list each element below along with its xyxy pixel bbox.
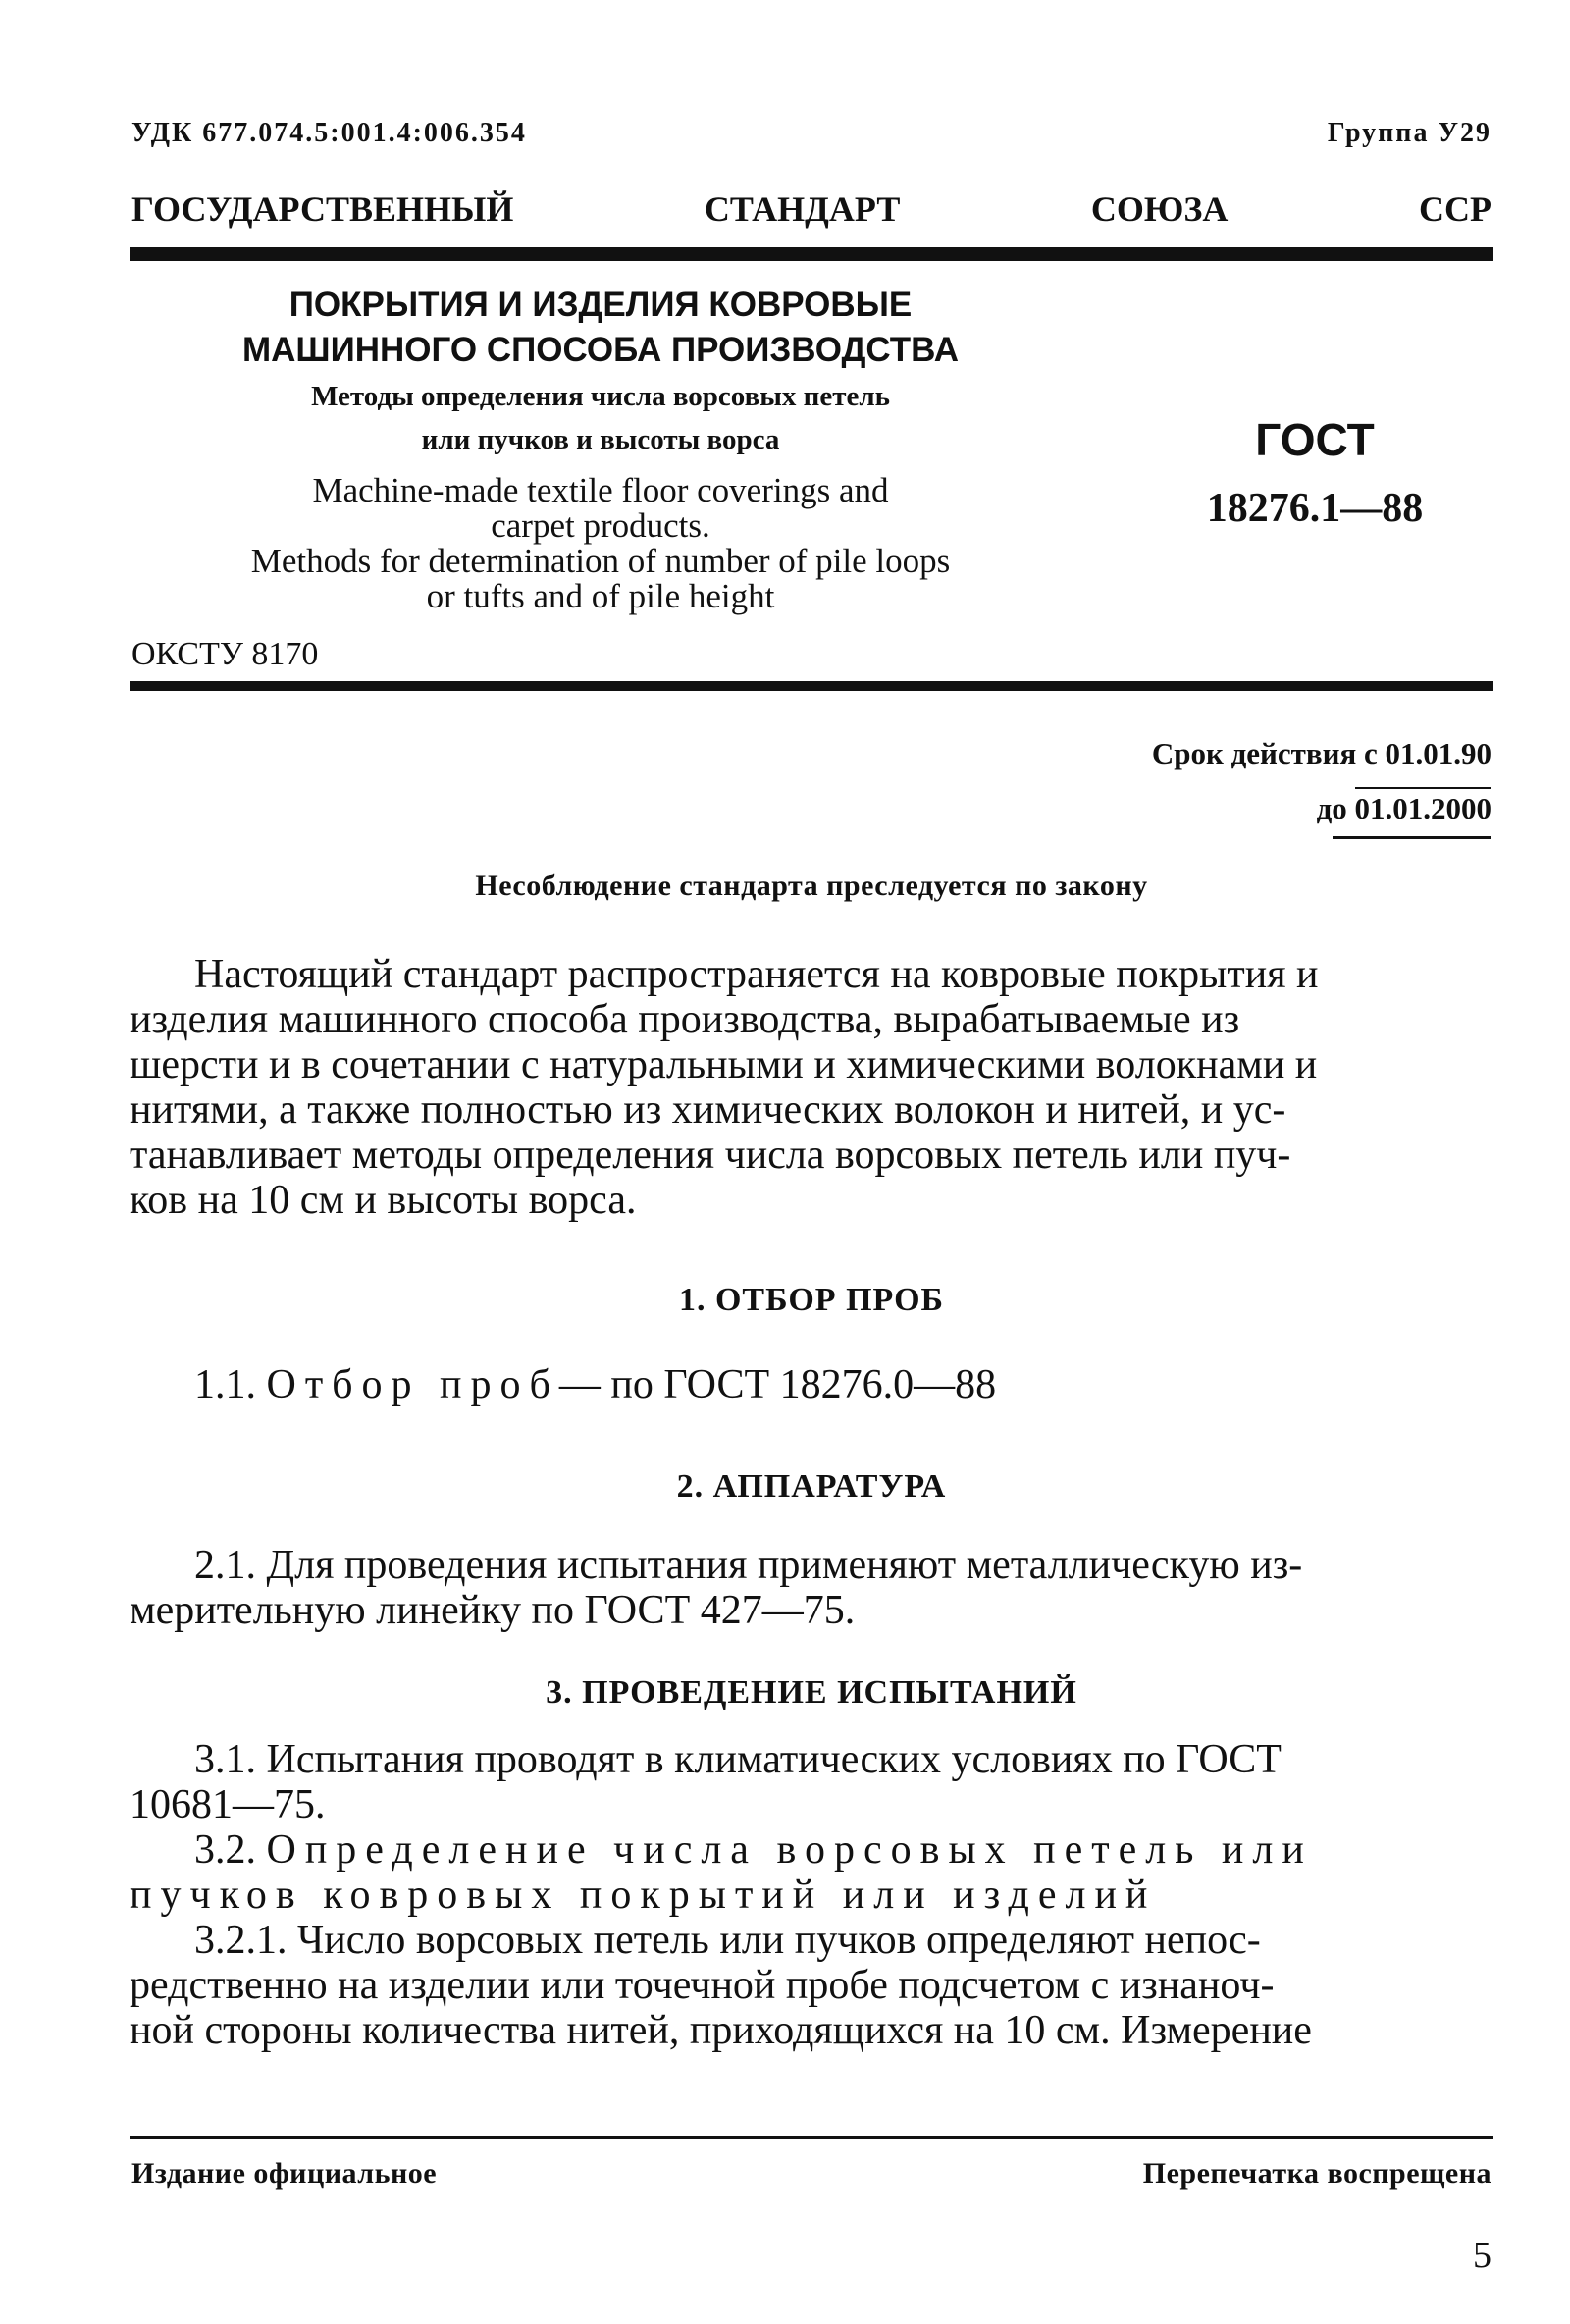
clause-1-1 [130, 1362, 1493, 1407]
clause-1-1-spaced: Отбор проб [266, 1362, 559, 1407]
intro-line-2: изделия машинного способа производства, вырабатываемые из [130, 997, 1240, 1042]
section-3-title: 3. ПРОВЕДЕНИЕ ИСПЫТАНИЙ [546, 1674, 1077, 1711]
clause-3-1-line-1: 3.1. Испытания проводят в климатических условиях по ГОСТ [194, 1737, 1282, 1782]
clause-3-2-1-line-1: 3.2.1. Число ворсовых петель или пучков определяют непос- [194, 1918, 1261, 1963]
middle-thick-rule [130, 681, 1493, 691]
subtitle-ru-line2: или пучков и высоты ворса [421, 424, 780, 455]
title-en-line4: or tufts and of pile height [426, 577, 775, 615]
clause-3-1-line-2: 10681—75. [130, 1782, 326, 1827]
validity-from-date: 01.01.90 [1385, 736, 1492, 770]
subtitle-ru-line1: Методы определения числа ворсовых петель [311, 381, 890, 412]
clause-1-1-number: 1.1. [194, 1362, 256, 1407]
title-en-line1: Machine-made textile floor coverings and [312, 471, 889, 509]
clause-3-2-1-line-2: редственно на изделии или точечной пробе подсчетом с изнаноч- [130, 1963, 1275, 2008]
page-number: 5 [1473, 2235, 1492, 2276]
clause-2-1-line-2: мерительную линейку по ГОСТ 427—75. [130, 1588, 856, 1633]
group-code: Группа У29 [1327, 118, 1492, 148]
udk-code: УДК 677.074.5:001.4:006.354 [131, 118, 527, 148]
title-en-line2: carpet products. [491, 506, 710, 545]
validity-to-label: до [1316, 791, 1347, 825]
title-ru-line1: ПОКРЫТИЯ И ИЗДЕЛИЯ КОВРОВЫЕ [288, 286, 913, 324]
intro-line-5: танавливает методы определения числа ворсовых петель или пуч- [130, 1133, 1291, 1178]
state-standard-heading: ГОСУДАРСТВЕННЫЙ СТАНДАРТ СОЮЗА ССР [131, 189, 1492, 229]
title-block [130, 283, 1072, 614]
clause-3-2-heading-1: Определение числа ворсовых петель или [266, 1827, 1313, 1873]
section-2-title: 2. АППАРАТУРА [676, 1468, 947, 1505]
validity-to-date: 01.01.2000 [1355, 787, 1492, 825]
section-1-title: 1. ОТБОР ПРОБ [678, 1282, 945, 1318]
footer-edition: Издание официальное [131, 2157, 438, 2190]
legal-notice: Несоблюдение стандарта преследуется по закону [475, 870, 1148, 902]
clause-3-2-1-line-3: ной стороны количества нитей, приходящихся на 10 см. Измерение [130, 2008, 1312, 2053]
clause-2-1-line-1: 2.1. Для проведения испытания применяют металлическую из- [194, 1543, 1303, 1588]
clause-3-2-line-1 [130, 1827, 1493, 1873]
footer-rule [130, 2136, 1493, 2139]
title-ru-line2: МАШИННОГО СПОСОБА ПРОИЗВОДСТВА [241, 331, 959, 369]
intro-line-4: нитями, а также полностью из химических волокон и нитей, и ус- [130, 1087, 1286, 1133]
intro-line-3: шерсти и в сочетании с натуральными и химическими волокнами и [130, 1042, 1318, 1087]
okstu-code: ОКСТУ 8170 [131, 636, 319, 672]
validity-to [1317, 791, 1492, 826]
gost-label: ГОСТ [1255, 414, 1375, 465]
clause-1-1-rest: — по ГОСТ 18276.0—88 [558, 1362, 997, 1407]
gost-number: 18276.1—88 [1206, 486, 1424, 531]
top-thick-rule [130, 247, 1493, 261]
footer-reprint-notice: Перепечатка воспрещена [1142, 2157, 1492, 2190]
validity-underline [1333, 836, 1492, 839]
intro-line-6: ков на 10 см и высоты ворса. [130, 1178, 637, 1223]
validity-from-label: Срок действия с [1151, 736, 1378, 770]
title-en-line3: Methods for determination of number of pile loops [250, 542, 951, 580]
validity-from [1152, 736, 1492, 771]
intro-line-1: Настоящий стандарт распространяется на ковровые покрытия и [194, 952, 1319, 997]
gost-designation [1138, 410, 1492, 536]
clause-3-2-line-2: пучков ковровых покрытий или изделий [130, 1873, 1157, 1918]
clause-3-2-number: 3.2. [194, 1827, 256, 1873]
